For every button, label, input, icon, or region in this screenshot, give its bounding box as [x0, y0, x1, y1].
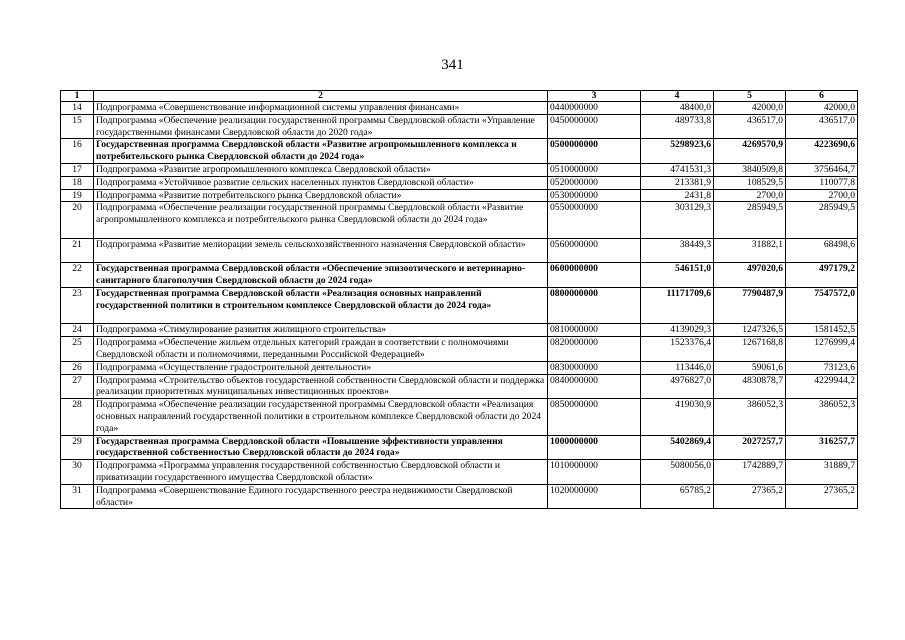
- row-number: 15: [61, 114, 94, 139]
- row-name: Подпрограмма «Совершенствование информационной системы управления финансами»: [94, 102, 548, 115]
- row-number: 14: [61, 102, 94, 115]
- row-name: Подпрограмма «Устойчивое развитие сельских населенных пунктов Свердловской области»: [94, 176, 548, 189]
- row-number: 20: [61, 202, 94, 238]
- row-code: 1000000000: [548, 435, 641, 460]
- row-value-col-6: 285949,5: [786, 202, 858, 238]
- row-code: 0550000000: [548, 202, 641, 238]
- row-number: 17: [61, 163, 94, 176]
- row-value-col-6: 7547572,0: [786, 287, 858, 323]
- row-value-col-5: 1267168,8: [714, 337, 786, 362]
- row-code: 0820000000: [548, 337, 641, 362]
- row-number: 22: [61, 263, 94, 288]
- row-value-col-6: 68498,6: [786, 238, 858, 263]
- table-row: [61, 361, 858, 374]
- row-code: 0830000000: [548, 361, 641, 374]
- table-row: [61, 484, 858, 509]
- table-row: [61, 374, 858, 399]
- row-value-col-6: 1581452,5: [786, 324, 858, 337]
- table-row: [61, 287, 858, 323]
- row-number: 25: [61, 337, 94, 362]
- row-value-col-4: 419030,9: [641, 399, 714, 435]
- row-code: 0520000000: [548, 176, 641, 189]
- table-row: [61, 102, 858, 115]
- header-col-6: 6: [786, 91, 858, 102]
- row-number: 23: [61, 287, 94, 323]
- row-value-col-4: 4139029,3: [641, 324, 714, 337]
- table-row: [61, 435, 858, 460]
- table-row: [61, 324, 858, 337]
- row-value-col-6: 110077,8: [786, 176, 858, 189]
- row-value-col-6: 386052,3: [786, 399, 858, 435]
- row-number: 30: [61, 460, 94, 485]
- row-value-col-4: 489733,8: [641, 114, 714, 139]
- row-value-col-4: 65785,2: [641, 484, 714, 509]
- row-value-col-6: 27365,2: [786, 484, 858, 509]
- row-value-col-5: 3840509,8: [714, 163, 786, 176]
- row-code: 0530000000: [548, 189, 641, 202]
- table-header-row: [61, 91, 858, 102]
- row-name: Подпрограмма «Обеспечение реализации государственной программы Свердловской области «Реализация основных направлений государственной политики в строительном комплексе Свердловской области до 2024 года»: [94, 399, 548, 435]
- row-value-col-6: 31889,7: [786, 460, 858, 485]
- header-col-3: 3: [548, 91, 641, 102]
- row-name: Подпрограмма «Развитие агропромышленного комплекса Свердловской области»: [94, 163, 548, 176]
- row-code: 0440000000: [548, 102, 641, 115]
- row-code: 1020000000: [548, 484, 641, 509]
- table-row: [61, 139, 858, 164]
- row-name: Подпрограмма «Совершенствование Единого государственного реестра недвижимости Свердловской области»: [94, 484, 548, 509]
- row-value-col-5: 1247326,5: [714, 324, 786, 337]
- row-code: 0850000000: [548, 399, 641, 435]
- row-number: 24: [61, 324, 94, 337]
- table-body: [61, 102, 858, 509]
- row-value-col-5: 42000,0: [714, 102, 786, 115]
- row-value-col-4: 1523376,4: [641, 337, 714, 362]
- table-row: [61, 238, 858, 263]
- row-code: 0560000000: [548, 238, 641, 263]
- row-number: 19: [61, 189, 94, 202]
- row-value-col-5: 4830878,7: [714, 374, 786, 399]
- row-code: 0800000000: [548, 287, 641, 323]
- row-value-col-5: 27365,2: [714, 484, 786, 509]
- table-row: [61, 114, 858, 139]
- page-number: 341: [441, 57, 464, 73]
- row-value-col-6: 3756464,7: [786, 163, 858, 176]
- budget-table: [60, 90, 858, 509]
- header-col-1: 1: [61, 91, 94, 102]
- row-value-col-4: 38449,3: [641, 238, 714, 263]
- row-name: Подпрограмма «Стимулирование развития жилищного строительства»: [94, 324, 548, 337]
- row-name: Подпрограмма «Развитие потребительского рынка Свердловской области»: [94, 189, 548, 202]
- header-col-5: 5: [714, 91, 786, 102]
- row-value-col-4: 2431,8: [641, 189, 714, 202]
- table-row: [61, 163, 858, 176]
- row-code: 0810000000: [548, 324, 641, 337]
- row-value-col-5: 497020,6: [714, 263, 786, 288]
- row-value-col-5: 108529,5: [714, 176, 786, 189]
- row-value-col-5: 436517,0: [714, 114, 786, 139]
- row-value-col-5: 7790487,9: [714, 287, 786, 323]
- row-value-col-4: 5298923,6: [641, 139, 714, 164]
- table-row: [61, 176, 858, 189]
- table-row: [61, 263, 858, 288]
- row-number: 29: [61, 435, 94, 460]
- row-code: 0510000000: [548, 163, 641, 176]
- row-value-col-6: 4229944,2: [786, 374, 858, 399]
- row-value-col-4: 4741531,3: [641, 163, 714, 176]
- table-row: [61, 202, 858, 238]
- row-name: Подпрограмма «Обеспечение жильем отдельных категорий граждан в соответствии с полномочиями Свердловской области и полномочиями, переданными Российской Федерацией»: [94, 337, 548, 362]
- row-value-col-4: 11171709,6: [641, 287, 714, 323]
- row-code: 0840000000: [548, 374, 641, 399]
- row-value-col-4: 546151,0: [641, 263, 714, 288]
- row-value-col-6: 497179,2: [786, 263, 858, 288]
- table-row: [61, 460, 858, 485]
- row-value-col-5: 59061,6: [714, 361, 786, 374]
- header-col-2: 2: [94, 91, 548, 102]
- row-value-col-4: 4976827,0: [641, 374, 714, 399]
- row-value-col-5: 31882,1: [714, 238, 786, 263]
- row-code: 0600000000: [548, 263, 641, 288]
- row-value-col-6: 4223690,6: [786, 139, 858, 164]
- row-value-col-6: 42000,0: [786, 102, 858, 115]
- header-col-4: 4: [641, 91, 714, 102]
- row-value-col-5: 2700,0: [714, 189, 786, 202]
- row-value-col-4: 5080056,0: [641, 460, 714, 485]
- table-row: [61, 337, 858, 362]
- table-row: [61, 399, 858, 435]
- row-code: 0500000000: [548, 139, 641, 164]
- row-name: Государственная программа Свердловской области «Обеспечение эпизоотического и ветеринарно-санитарного благополучия Свердловской области до 2024 года»: [94, 263, 548, 288]
- row-number: 21: [61, 238, 94, 263]
- row-code: 1010000000: [548, 460, 641, 485]
- row-name: Подпрограмма «Обеспечение реализации государственной программы Свердловской области «Развитие агропромышленного комплекса и потребительского рынка Свердловской области до 2024 года»: [94, 202, 548, 238]
- row-value-col-4: 48400,0: [641, 102, 714, 115]
- row-name: Подпрограмма «Осуществление градостроительной деятельности»: [94, 361, 548, 374]
- row-value-col-4: 113446,0: [641, 361, 714, 374]
- row-number: 28: [61, 399, 94, 435]
- row-value-col-4: 213381,9: [641, 176, 714, 189]
- row-value-col-6: 316257,7: [786, 435, 858, 460]
- row-value-col-5: 2027257,7: [714, 435, 786, 460]
- row-name: Подпрограмма «Программа управления государственной собственностью Свердловской области и приватизации государственного имущества Свердловской области»: [94, 460, 548, 485]
- row-value-col-4: 303129,3: [641, 202, 714, 238]
- row-number: 26: [61, 361, 94, 374]
- row-name: Государственная программа Свердловской области «Повышение эффективности управления государственной собственностью Свердловской области до 2024 года»: [94, 435, 548, 460]
- row-value-col-5: 4269570,9: [714, 139, 786, 164]
- row-name: Подпрограмма «Развитие мелиорации земель сельскохозяйственного назначения Свердловской области»: [94, 238, 548, 263]
- row-value-col-5: 1742889,7: [714, 460, 786, 485]
- row-name: Подпрограмма «Обеспечение реализации государственной программы Свердловской области «Управление государственными финансами Свердловской области до 2020 года»: [94, 114, 548, 139]
- row-value-col-6: 2700,0: [786, 189, 858, 202]
- row-number: 31: [61, 484, 94, 509]
- row-value-col-5: 386052,3: [714, 399, 786, 435]
- row-name: Государственная программа Свердловской области «Развитие агропромышленного комплекса и потребительского рынка Свердловской области до 2024 года»: [94, 139, 548, 164]
- row-number: 18: [61, 176, 94, 189]
- row-value-col-6: 1276999,4: [786, 337, 858, 362]
- row-value-col-6: 73123,6: [786, 361, 858, 374]
- row-number: 16: [61, 139, 94, 164]
- row-value-col-6: 436517,0: [786, 114, 858, 139]
- table-row: [61, 189, 858, 202]
- row-value-col-5: 285949,5: [714, 202, 786, 238]
- row-number: 27: [61, 374, 94, 399]
- row-code: 0450000000: [548, 114, 641, 139]
- row-value-col-4: 5402869,4: [641, 435, 714, 460]
- row-name: Подпрограмма «Строительство объектов государственной собственности Свердловской области и поддержка реализации приоритетных муниципальных инвестиционных проектов»: [94, 374, 548, 399]
- row-name: Государственная программа Свердловской области «Реализация основных направлений государственной политики в строительном комплексе Свердловской области до 2024 года»: [94, 287, 548, 323]
